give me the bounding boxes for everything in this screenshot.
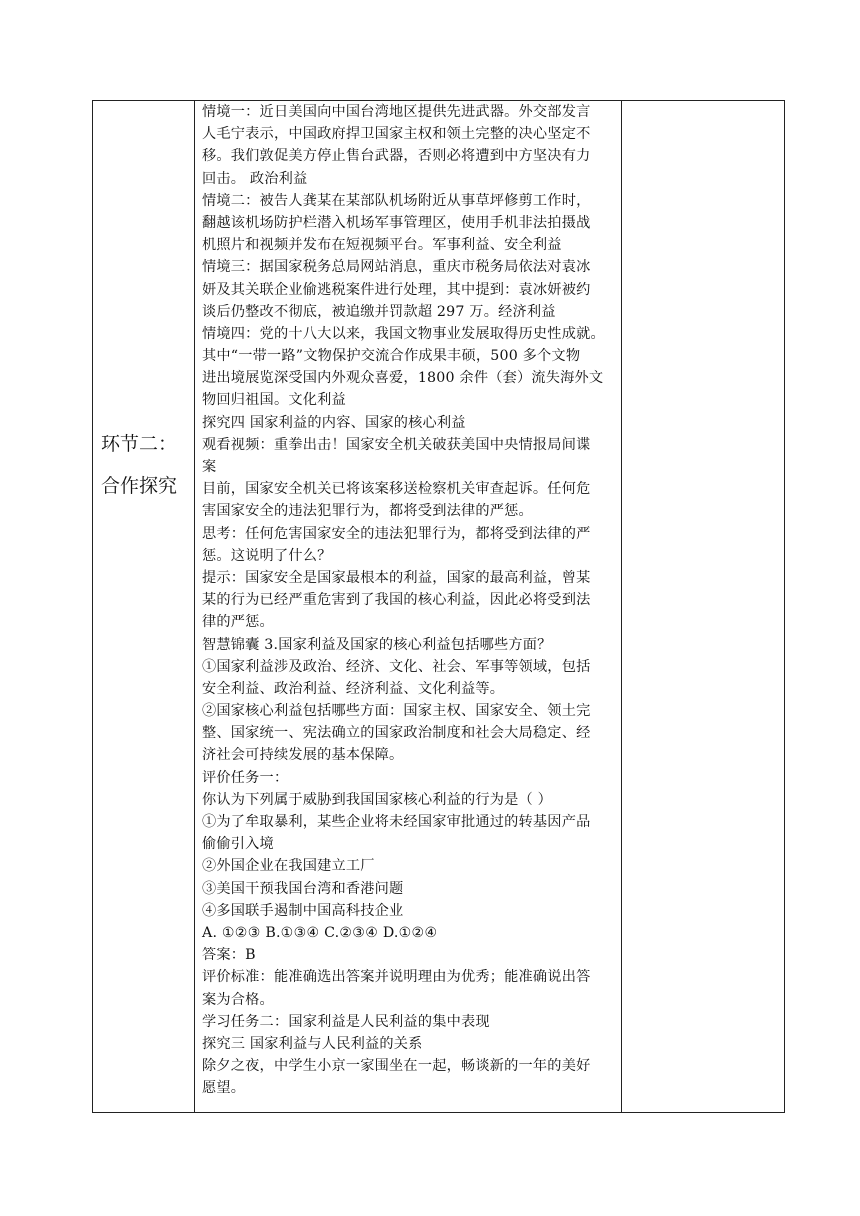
notes-cell — [622, 101, 784, 1112]
content-line: 评价标准：能准确选出答案并说明理由为优秀；能准确说出答 — [202, 969, 591, 986]
content-line: 惩。这说明了什么？ — [202, 547, 332, 564]
content-line: ①国家利益涉及政治、经济、文化、社会、军事等领域，包括 — [202, 658, 591, 675]
content-line: 智慧锦囊 3.国家利益及国家的核心利益包括哪些方面？ — [202, 636, 552, 653]
content-line: ②国家核心利益包括哪些方面：国家主权、国家安全、领土完 — [202, 703, 591, 720]
content-line: 观看视频：重拳出击！国家安全机关破获美国中央情报局间谍 — [202, 436, 591, 453]
content-line: 某的行为已经严重危害到了我国的核心利益，因此必将受到法 — [202, 592, 591, 609]
content-line: 你认为下列属于威胁到我国国家核心利益的行为是（ ） — [202, 791, 553, 808]
content-line: 偷偷引入境 — [202, 836, 274, 853]
content-line: 学习任务二：国家利益是人民利益的集中表现 — [202, 1013, 490, 1030]
content-line: ③美国干预我国台湾和香港问题 — [202, 880, 404, 897]
lesson-content — [202, 101, 620, 1099]
content-line: 提示：国家安全是国家最根本的利益，国家的最高利益，曾某 — [202, 569, 591, 586]
content-line: 进出境展览深受国内外观众喜爱，1800 余件（套）流失海外文 — [202, 370, 604, 387]
content-line: 思考：任何危害国家安全的违法犯罪行为，都将受到法律的严 — [202, 525, 591, 542]
content-line: 谈后仍整改不彻底，被追缴并罚款超 297 万。经济利益 — [202, 303, 556, 320]
content-line: 探究四 国家利益的内容、国家的核心利益 — [202, 414, 466, 431]
content-line: 妍及其关联企业偷逃税案件进行处理，其中提到：袁冰妍被约 — [202, 281, 591, 298]
section-label-line2: 合作探究 — [101, 475, 178, 497]
content-line: 评价任务一： — [202, 769, 289, 786]
lesson-plan-table — [92, 100, 785, 1113]
content-line: 回击。 政治利益 — [202, 170, 308, 187]
content-line: 案为合格。 — [202, 991, 274, 1008]
content-line: 答案：B — [202, 947, 256, 964]
content-line: 人毛宁表示，中国政府捍卫国家主权和领土完整的决心坚定不 — [202, 126, 591, 143]
content-line: 移。我们敦促美方停止售台武器，否则必将遭到中方坚决有力 — [202, 148, 591, 165]
content-line: 情境二：被告人龚某在某部队机场附近从事草坪修剪工作时， — [202, 192, 591, 209]
section-label-line1: 环节二： — [101, 433, 178, 455]
content-line: 安全利益、政治利益、经济利益、文化利益等。 — [202, 680, 505, 697]
content-line: 除夕之夜，中学生小京一家围坐在一起，畅谈新的一年的美好 — [202, 1058, 591, 1075]
column-divider-left — [194, 101, 195, 1112]
content-line: 整、国家统一、宪法确立的国家政治制度和社会大局稳定、经 — [202, 725, 591, 742]
content-line: 案 — [202, 459, 217, 475]
content-line: ④多国联手遏制中国高科技企业 — [202, 902, 404, 919]
content-line: ②外国企业在我国建立工厂 — [202, 858, 375, 875]
content-line: 情境一：近日美国向中国台湾地区提供先进武器。外交部发言 — [202, 104, 591, 120]
content-line: 律的严惩。 — [202, 614, 274, 631]
content-line: 其中“一带一路”文物保护交流合作成果丰硕，500 多个文物 — [202, 348, 581, 365]
content-line: 情境四：党的十八大以来，我国文物事业发展取得历史性成就。 — [202, 325, 605, 342]
content-line: 物回归祖国。文化利益 — [202, 392, 346, 409]
section-label — [101, 423, 191, 507]
content-line: 目前，国家安全机关已将该案移送检察机关审查起诉。任何危 — [202, 481, 591, 498]
content-line: 济社会可持续发展的基本保障。 — [202, 747, 404, 764]
content-line: 探究三 国家利益与人民利益的关系 — [202, 1035, 423, 1052]
content-line: 愿望。 — [202, 1080, 246, 1097]
content-line: 翻越该机场防护栏潜入机场军事管理区，使用手机非法拍摄战 — [202, 214, 591, 231]
content-line: 机照片和视频并发布在短视频平台。军事利益、安全利益 — [202, 237, 562, 254]
content-line: A. ①②③ B.①③④ C.②③④ D.①②④ — [202, 924, 438, 941]
content-line: 害国家安全的违法犯罪行为，都将受到法律的严惩。 — [202, 503, 533, 520]
content-line: ①为了牟取暴利，某些企业将未经国家审批通过的转基因产品 — [202, 814, 591, 830]
content-line: 情境三：据国家税务总局网站消息，重庆市税务局依法对袁冰 — [202, 259, 591, 276]
